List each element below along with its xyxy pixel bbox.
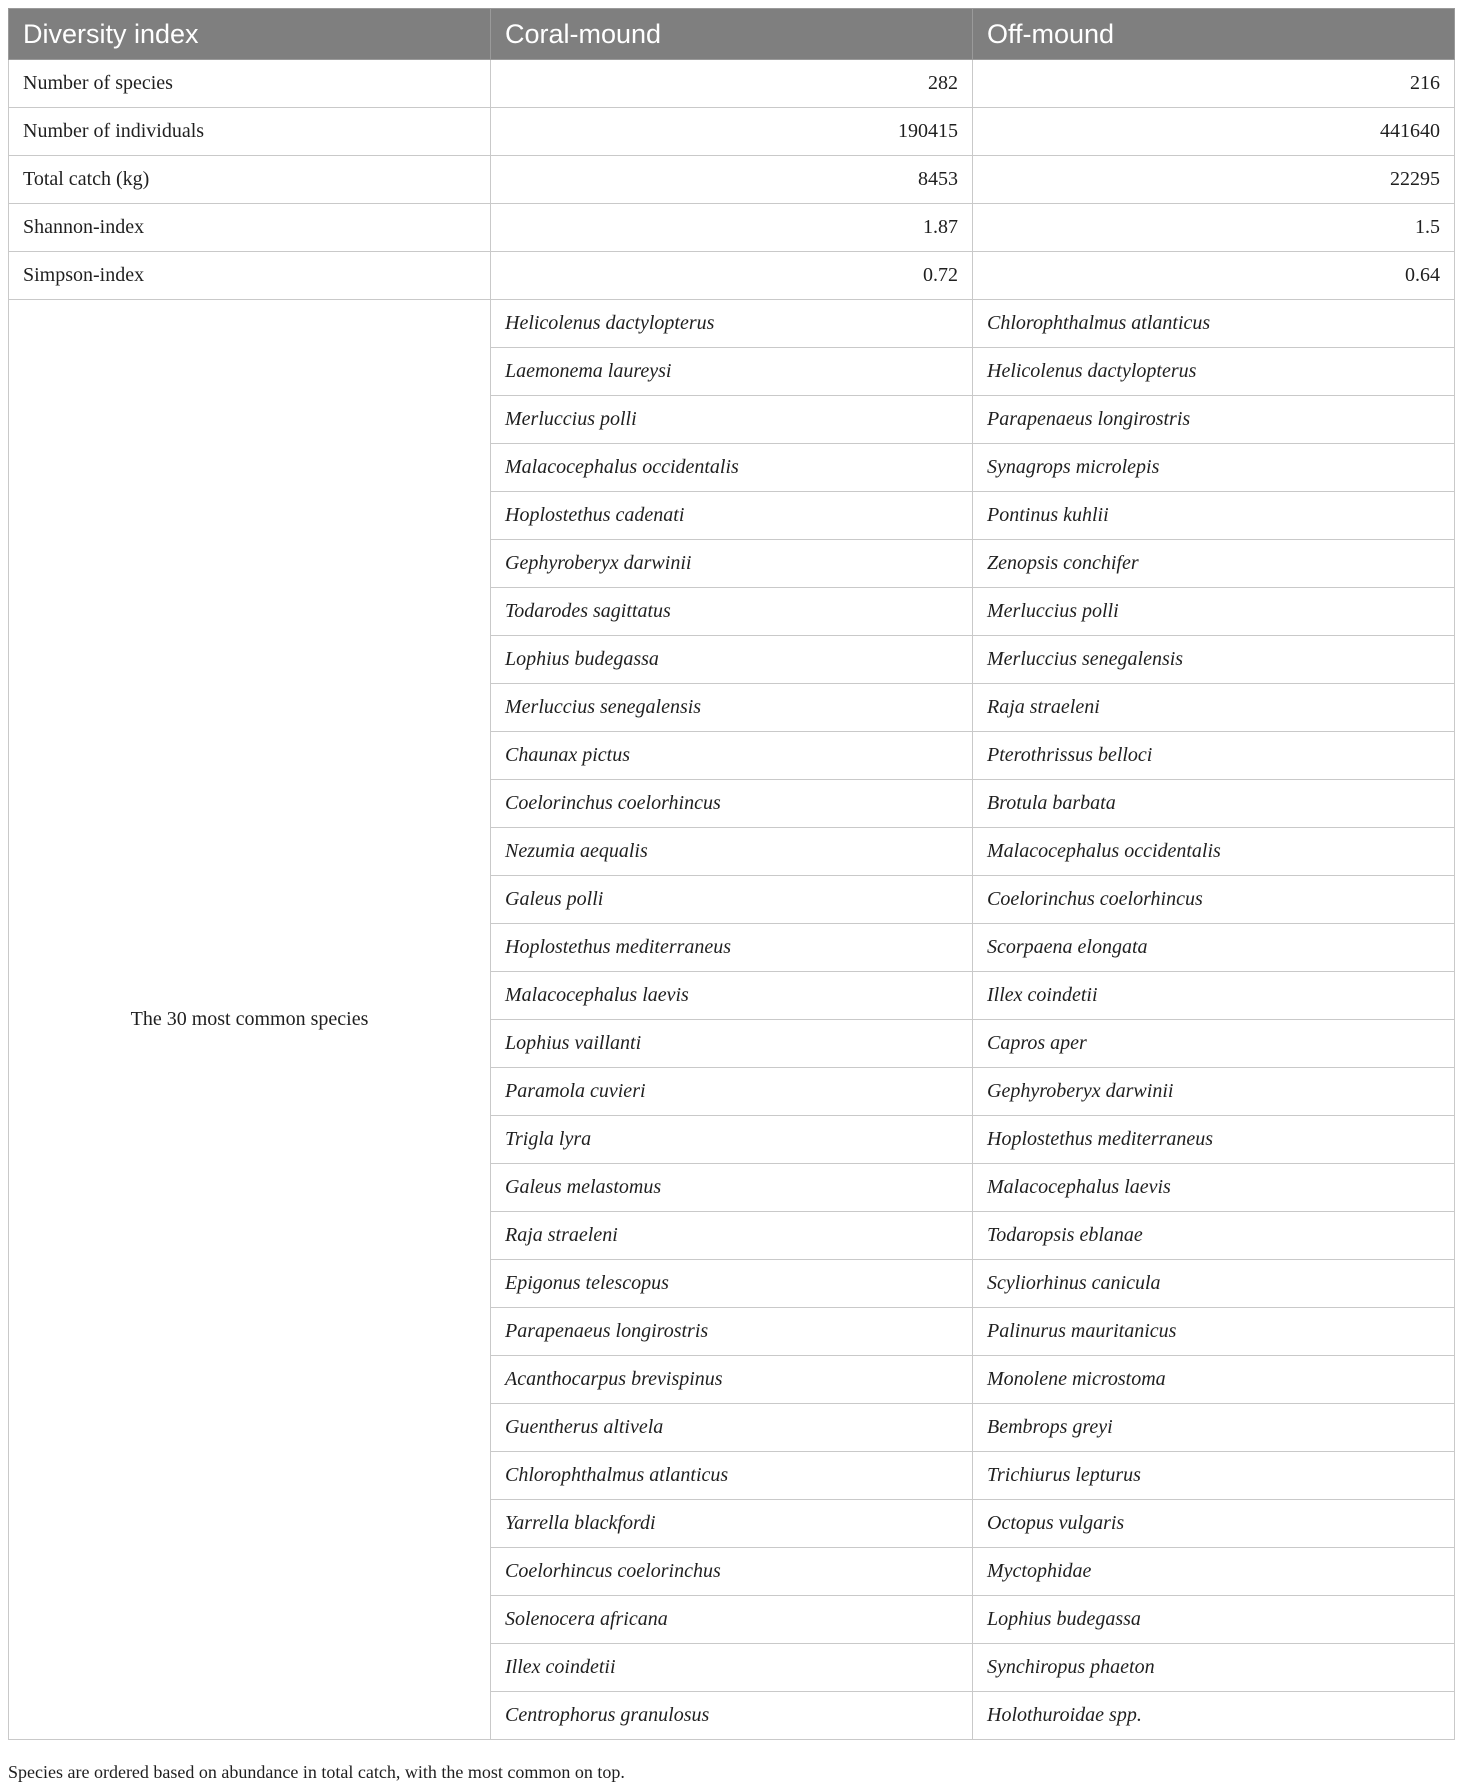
off-mound-species: Octopus vulgaris bbox=[973, 1500, 1455, 1548]
stat-label: Total catch (kg) bbox=[9, 156, 491, 204]
off-mound-species: Synagrops microlepis bbox=[973, 444, 1455, 492]
coral-mound-species: Yarrella blackfordi bbox=[491, 1500, 973, 1548]
header-off-mound: Off-mound bbox=[973, 9, 1455, 60]
stat-row bbox=[9, 60, 1455, 108]
off-mound-species: Parapenaeus longirostris bbox=[973, 396, 1455, 444]
coral-mound-species: Solenocera africana bbox=[491, 1596, 973, 1644]
coral-mound-species: Paramola cuvieri bbox=[491, 1068, 973, 1116]
off-mound-species: Holothuroidae spp. bbox=[973, 1692, 1455, 1740]
coral-mound-species: Coelorhincus coelorinchus bbox=[491, 1548, 973, 1596]
off-mound-species: Palinurus mauritanicus bbox=[973, 1308, 1455, 1356]
off-mound-value: 0.64 bbox=[973, 252, 1455, 300]
stat-label: Number of species bbox=[9, 60, 491, 108]
table-footnote: Species are ordered based on abundance in total catch, with the most common on top. bbox=[8, 1762, 625, 1782]
off-mound-species: Merluccius polli bbox=[973, 588, 1455, 636]
coral-mound-species: Helicolenus dactylopterus bbox=[491, 300, 973, 348]
off-mound-species: Brotula barbata bbox=[973, 780, 1455, 828]
off-mound-species: Pterothrissus belloci bbox=[973, 732, 1455, 780]
off-mound-species: Zenopsis conchifer bbox=[973, 540, 1455, 588]
off-mound-species: Illex coindetii bbox=[973, 972, 1455, 1020]
off-mound-species: Synchiropus phaeton bbox=[973, 1644, 1455, 1692]
off-mound-species: Trichiurus lepturus bbox=[973, 1452, 1455, 1500]
coral-mound-species: Lophius vaillanti bbox=[491, 1020, 973, 1068]
table-header-row bbox=[9, 9, 1455, 60]
off-mound-species: Raja straeleni bbox=[973, 684, 1455, 732]
diversity-table bbox=[8, 8, 1455, 1740]
stat-label: Shannon-index bbox=[9, 204, 491, 252]
coral-mound-species: Acanthocarpus brevispinus bbox=[491, 1356, 973, 1404]
coral-mound-value: 190415 bbox=[491, 108, 973, 156]
off-mound-species: Pontinus kuhlii bbox=[973, 492, 1455, 540]
species-section-label: The 30 most common species bbox=[9, 300, 491, 1740]
coral-mound-species: Merluccius polli bbox=[491, 396, 973, 444]
coral-mound-species: Galeus polli bbox=[491, 876, 973, 924]
coral-mound-species: Todarodes sagittatus bbox=[491, 588, 973, 636]
off-mound-species: Gephyroberyx darwinii bbox=[973, 1068, 1455, 1116]
coral-mound-species: Centrophorus granulosus bbox=[491, 1692, 973, 1740]
off-mound-species: Malacocephalus occidentalis bbox=[973, 828, 1455, 876]
off-mound-value: 441640 bbox=[973, 108, 1455, 156]
coral-mound-species: Merluccius senegalensis bbox=[491, 684, 973, 732]
off-mound-species: Malacocephalus laevis bbox=[973, 1164, 1455, 1212]
stat-row bbox=[9, 108, 1455, 156]
off-mound-species: Hoplostethus mediterraneus bbox=[973, 1116, 1455, 1164]
coral-mound-species: Parapenaeus longirostris bbox=[491, 1308, 973, 1356]
stat-row bbox=[9, 204, 1455, 252]
off-mound-species: Lophius budegassa bbox=[973, 1596, 1455, 1644]
coral-mound-value: 282 bbox=[491, 60, 973, 108]
off-mound-species: Merluccius senegalensis bbox=[973, 636, 1455, 684]
coral-mound-value: 1.87 bbox=[491, 204, 973, 252]
coral-mound-species: Chlorophthalmus atlanticus bbox=[491, 1452, 973, 1500]
off-mound-species: Bembrops greyi bbox=[973, 1404, 1455, 1452]
coral-mound-species: Hoplostethus mediterraneus bbox=[491, 924, 973, 972]
off-mound-species: Monolene microstoma bbox=[973, 1356, 1455, 1404]
off-mound-value: 216 bbox=[973, 60, 1455, 108]
stat-label: Number of individuals bbox=[9, 108, 491, 156]
table-body bbox=[9, 60, 1455, 1740]
coral-mound-species: Trigla lyra bbox=[491, 1116, 973, 1164]
coral-mound-species: Lophius budegassa bbox=[491, 636, 973, 684]
coral-mound-species: Galeus melastomus bbox=[491, 1164, 973, 1212]
off-mound-value: 22295 bbox=[973, 156, 1455, 204]
off-mound-species: Chlorophthalmus atlanticus bbox=[973, 300, 1455, 348]
header-coral-mound: Coral-mound bbox=[491, 9, 973, 60]
coral-mound-species: Raja straeleni bbox=[491, 1212, 973, 1260]
coral-mound-species: Guentherus altivela bbox=[491, 1404, 973, 1452]
coral-mound-species: Malacocephalus laevis bbox=[491, 972, 973, 1020]
coral-mound-value: 8453 bbox=[491, 156, 973, 204]
coral-mound-species: Illex coindetii bbox=[491, 1644, 973, 1692]
diversity-table-container bbox=[8, 8, 1454, 1740]
off-mound-species: Helicolenus dactylopterus bbox=[973, 348, 1455, 396]
coral-mound-species: Gephyroberyx darwinii bbox=[491, 540, 973, 588]
stat-label: Simpson-index bbox=[9, 252, 491, 300]
coral-mound-species: Chaunax pictus bbox=[491, 732, 973, 780]
off-mound-value: 1.5 bbox=[973, 204, 1455, 252]
coral-mound-species: Epigonus telescopus bbox=[491, 1260, 973, 1308]
off-mound-species: Myctophidae bbox=[973, 1548, 1455, 1596]
coral-mound-species: Malacocephalus occidentalis bbox=[491, 444, 973, 492]
coral-mound-value: 0.72 bbox=[491, 252, 973, 300]
coral-mound-species: Coelorinchus coelorhincus bbox=[491, 780, 973, 828]
off-mound-species: Capros aper bbox=[973, 1020, 1455, 1068]
off-mound-species: Coelorinchus coelorhincus bbox=[973, 876, 1455, 924]
off-mound-species: Scyliorhinus canicula bbox=[973, 1260, 1455, 1308]
species-row bbox=[9, 300, 1455, 348]
header-diversity-index: Diversity index bbox=[9, 9, 491, 60]
stat-row bbox=[9, 252, 1455, 300]
coral-mound-species: Hoplostethus cadenati bbox=[491, 492, 973, 540]
coral-mound-species: Nezumia aequalis bbox=[491, 828, 973, 876]
off-mound-species: Scorpaena elongata bbox=[973, 924, 1455, 972]
off-mound-species: Todaropsis eblanae bbox=[973, 1212, 1455, 1260]
stat-row bbox=[9, 156, 1455, 204]
coral-mound-species: Laemonema laureysi bbox=[491, 348, 973, 396]
